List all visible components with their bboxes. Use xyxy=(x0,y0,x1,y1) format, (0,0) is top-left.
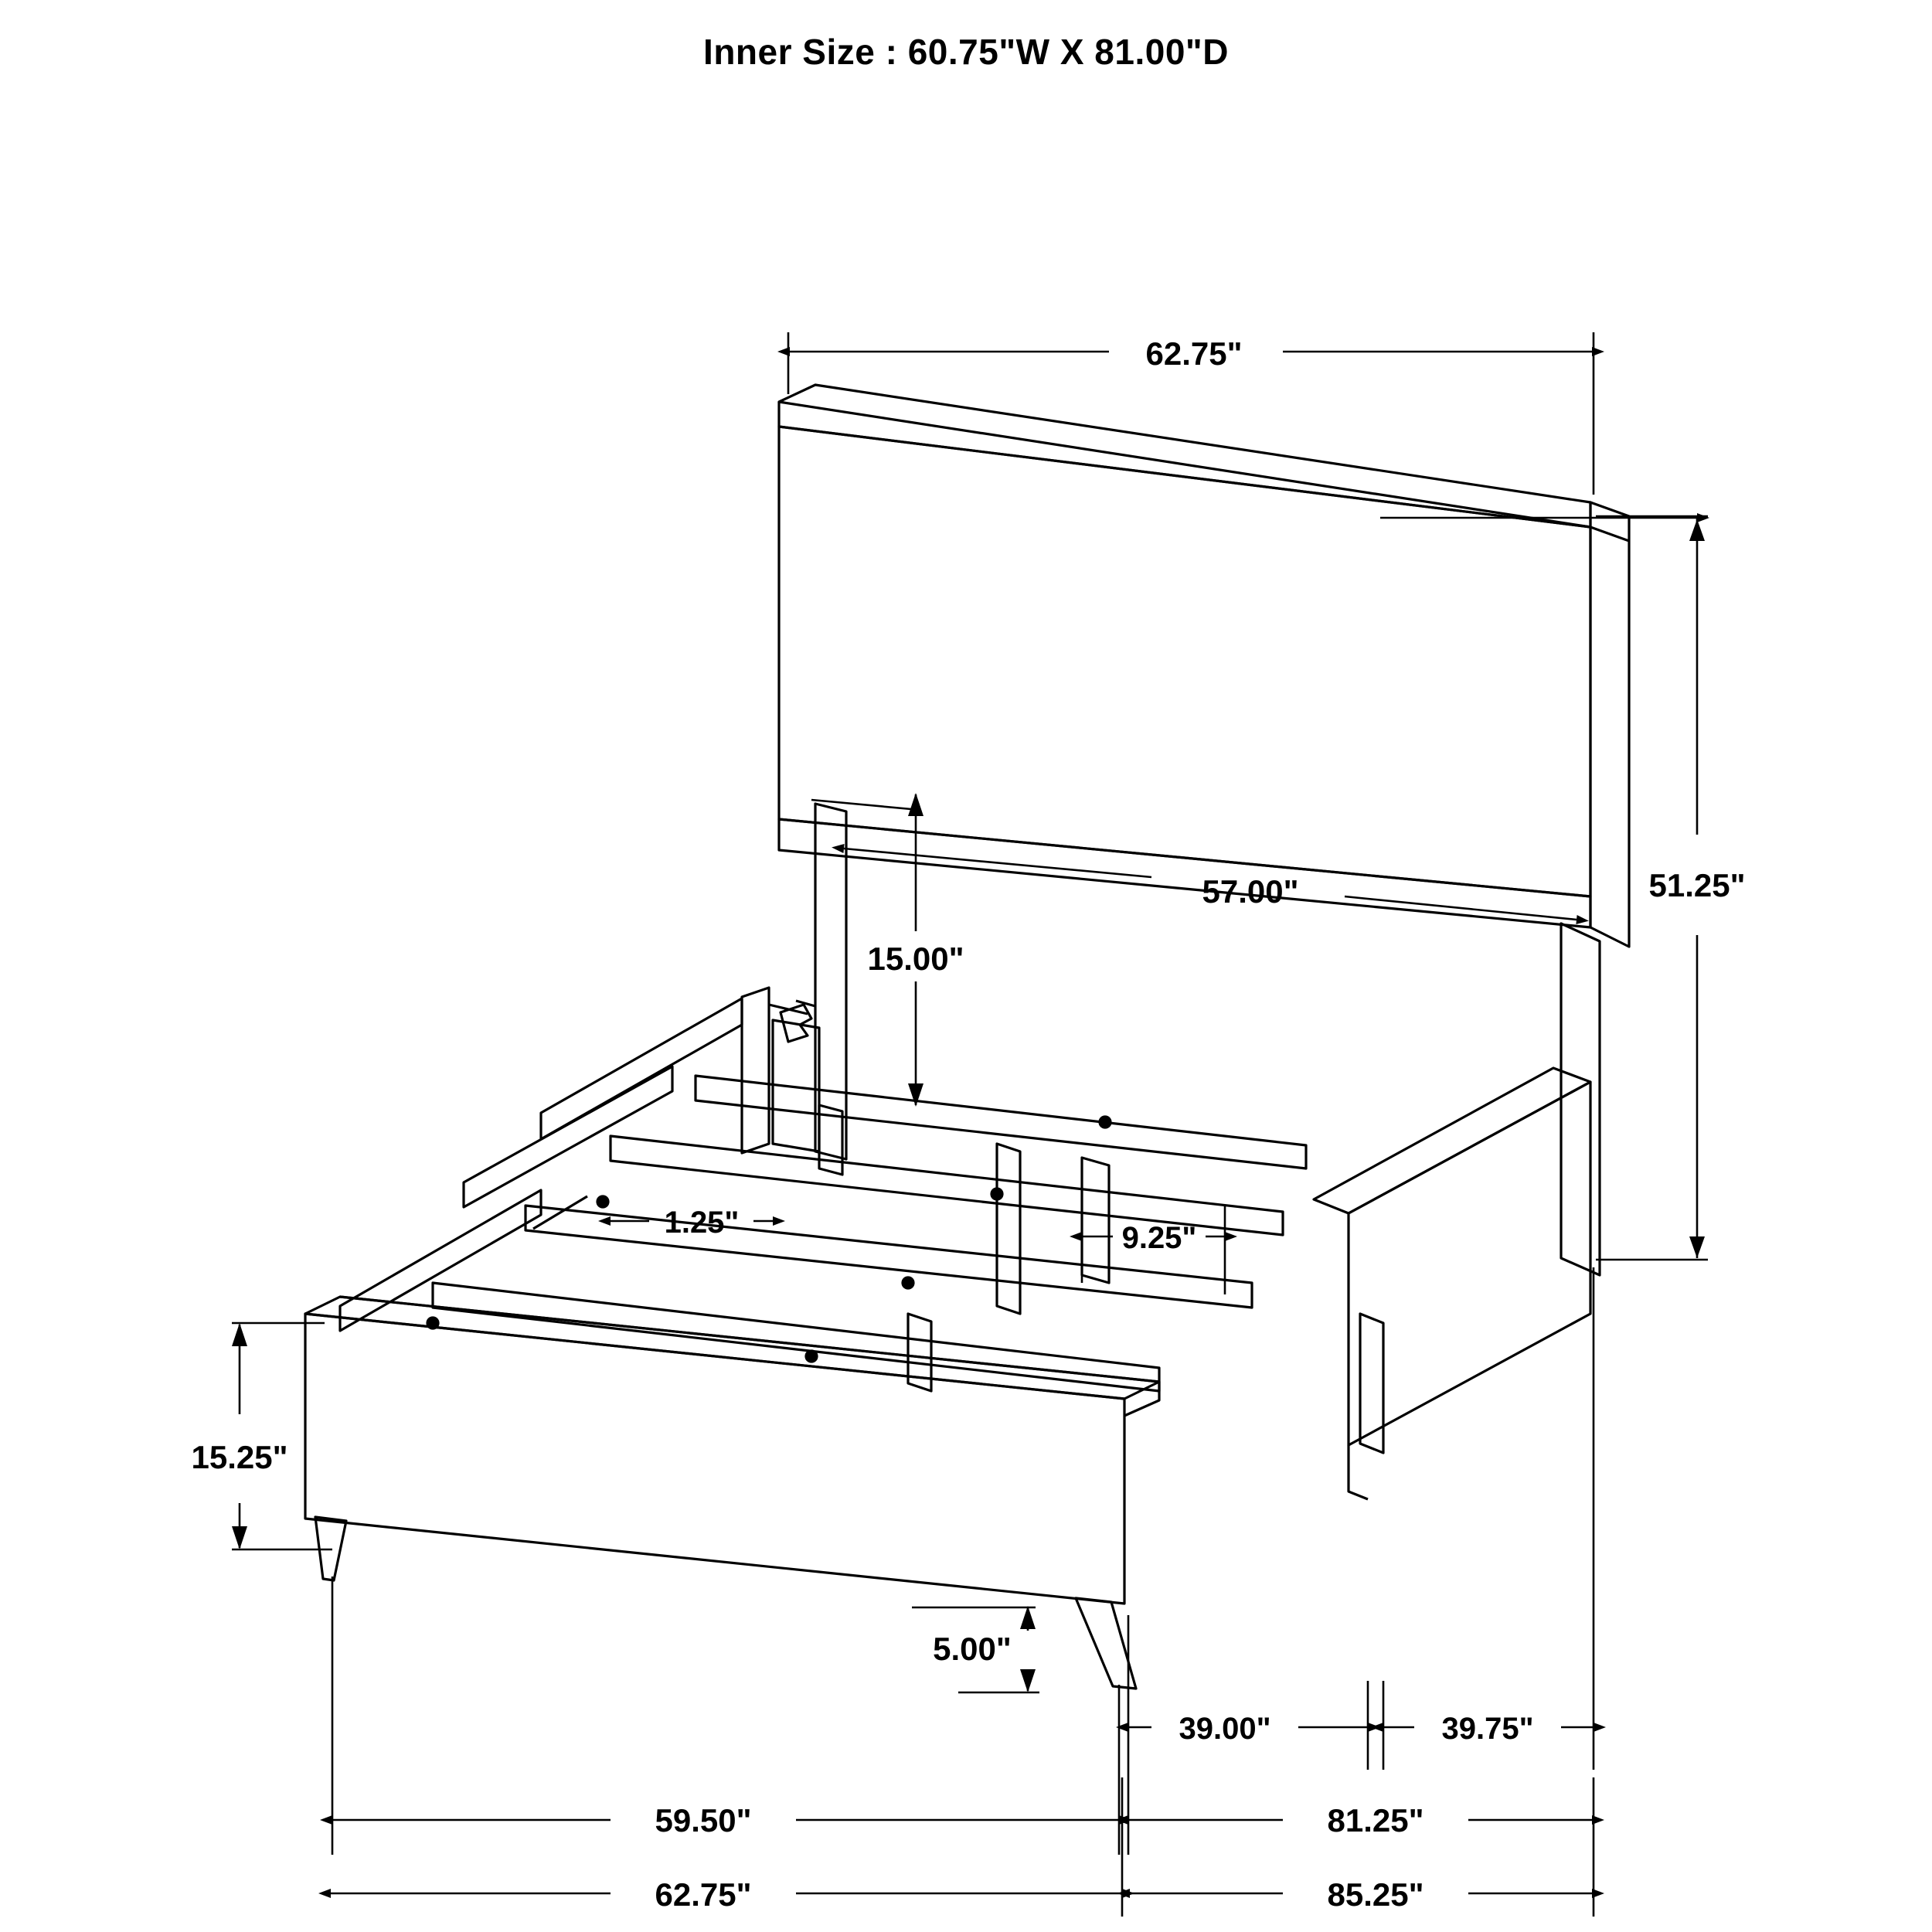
headboard-lower-rail xyxy=(779,819,1590,927)
slat-dot-1 xyxy=(1100,1117,1111,1128)
dim-label-overall-width: 62.75" xyxy=(655,1876,752,1913)
arrow-15-25-bottom xyxy=(232,1526,247,1549)
dim-label-footboard-height: 15.25" xyxy=(191,1439,288,1475)
slat-dot-4 xyxy=(806,1351,817,1362)
slat-dot-5 xyxy=(597,1196,608,1207)
center-support-1 xyxy=(997,1144,1020,1314)
headboard-right-edge xyxy=(1590,502,1629,947)
footboard-top-cap xyxy=(305,1297,1159,1399)
side-rail-right xyxy=(1349,1082,1590,1445)
dim-label-headboard-width-top: 62.75" xyxy=(1145,335,1243,372)
dim-label-overall-depth: 85.25" xyxy=(1327,1876,1424,1913)
bed-geometry xyxy=(305,385,1629,1689)
slat-dot-3 xyxy=(903,1277,913,1288)
dim-57-left xyxy=(844,849,1151,877)
dimension-lines xyxy=(232,332,1708,1917)
arrow-15-bottom xyxy=(908,1083,923,1107)
dim-label-headboard-clearance: 15.00" xyxy=(867,940,964,977)
dim-label-headboard-panel-width: 57.00" xyxy=(1202,873,1299,910)
dim-label-inner-depth: 81.25" xyxy=(1327,1802,1424,1838)
ext-15-top xyxy=(811,800,920,810)
side-rail-right-top xyxy=(1314,1068,1590,1213)
headboard-leg-right xyxy=(1561,923,1600,1275)
dim-label-inner-width: 59.50" xyxy=(655,1802,752,1838)
slat-dot-6 xyxy=(427,1318,438,1328)
page-title: Inner Size : 60.75"W X 81.00"D xyxy=(703,32,1229,72)
footboard-cap-edge xyxy=(340,1297,1159,1416)
arrow-15-25-top xyxy=(232,1323,247,1346)
slat-1 xyxy=(696,1076,1306,1168)
dim-label-leg-height: 5.00" xyxy=(933,1631,1012,1667)
dim-label-depth-rear-segment: 39.75" xyxy=(1441,1712,1534,1746)
arrow-51-25-top xyxy=(1689,519,1705,541)
footboard-leg-right xyxy=(1076,1598,1136,1689)
arrow-15-top xyxy=(908,793,923,816)
arrow-5-top xyxy=(1020,1606,1036,1629)
headboard-panel xyxy=(779,427,1590,896)
left-rail-upper xyxy=(541,998,742,1139)
dim-label-depth-front-segment: 39.00" xyxy=(1179,1712,1271,1746)
dim-label-headboard-height-right: 51.25" xyxy=(1648,867,1746,903)
side-rail-right-leg xyxy=(1349,1445,1368,1499)
rail-bracket-left xyxy=(742,988,769,1153)
dim-label-deck-height: 9.25" xyxy=(1121,1221,1197,1255)
arrow-51-25-bottom xyxy=(1689,1236,1705,1258)
left-rail-mid xyxy=(464,1066,672,1207)
arrow-5-bottom xyxy=(1020,1669,1036,1692)
headboard-top-cap xyxy=(779,385,1590,527)
slat-4 xyxy=(433,1283,1159,1391)
headboard-right-edge-line xyxy=(1590,527,1629,541)
slat-dot-2 xyxy=(992,1189,1002,1199)
dim-label-slat-thickness: 1.25" xyxy=(664,1206,740,1240)
